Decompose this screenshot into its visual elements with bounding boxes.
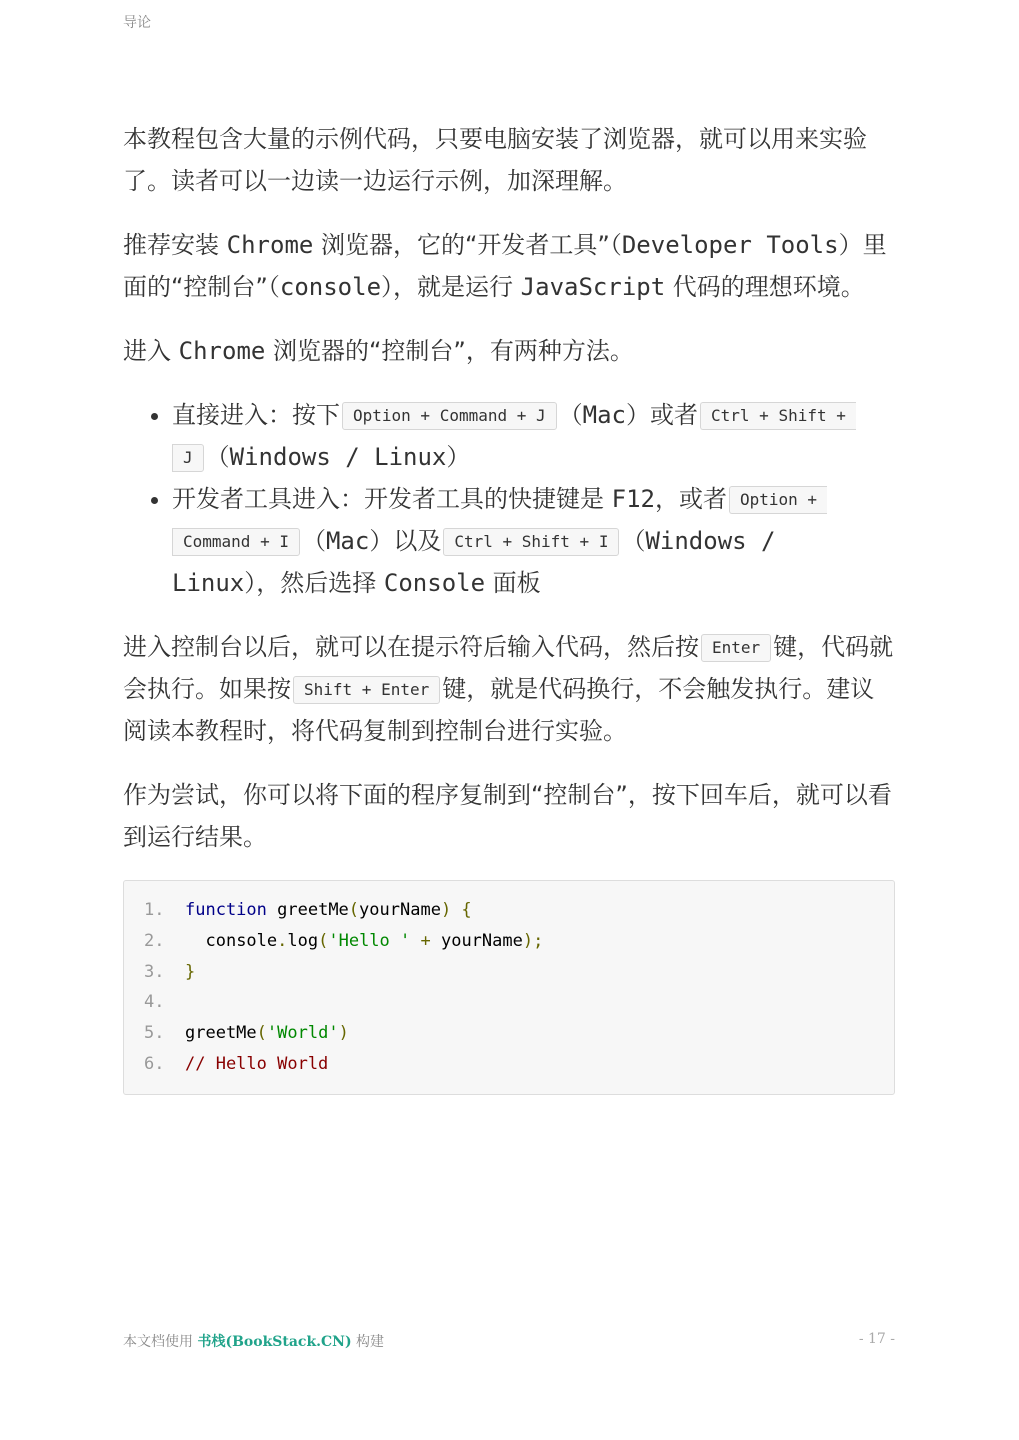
text: 进入 — [123, 337, 179, 365]
inline-code-console-panel: Console — [383, 569, 486, 597]
text: （ — [301, 527, 326, 555]
inline-code-windows-linux: Windows / Linux — [172, 527, 776, 597]
token-operator: + — [410, 930, 441, 951]
shortcut-option-command-i-cont: Command + I — [172, 528, 300, 556]
paragraph-two-methods — [123, 330, 895, 372]
text: 面板 — [485, 569, 541, 597]
text: ），然后选择 — [244, 569, 384, 597]
text: ） — [446, 443, 471, 471]
text: 直接进入：按下 — [172, 401, 340, 429]
text: 推荐安装 — [123, 231, 227, 259]
code-line-1 — [144, 895, 874, 926]
shortcut-ctrl-shift-j-cont: J — [172, 444, 204, 472]
token-variable: yourName — [440, 930, 523, 951]
text: ）以及 — [369, 527, 442, 555]
token-punctuation: ); — [522, 930, 544, 951]
token-parameter: yourName — [359, 900, 441, 920]
line-number: 1. — [144, 900, 165, 920]
token-comment: // Hello World — [185, 1053, 329, 1074]
inline-code-javascript: JavaScript — [520, 273, 666, 301]
code-line-3 — [144, 957, 874, 988]
shortcut-shift-enter: Shift + Enter — [293, 676, 440, 704]
line-number: 6. — [144, 1053, 165, 1074]
text: 开发者工具进入：开发者工具的快捷键是 — [172, 485, 612, 513]
paragraph-recommend-chrome — [123, 224, 895, 308]
code-block — [123, 880, 895, 1095]
text: ）里面的“控制台”（ — [123, 231, 887, 301]
list-item-direct — [172, 394, 895, 478]
inline-code-f12: F12 — [611, 485, 655, 513]
token-space — [267, 895, 277, 926]
article-body — [123, 118, 895, 1095]
code-line-4 — [144, 987, 874, 1018]
token-keyword: function — [185, 900, 267, 920]
token-punctuation: ( — [318, 930, 329, 951]
footer-prefix: 本文档使用 — [123, 1334, 198, 1350]
shortcut-option-command-i: Option + — [729, 486, 827, 514]
shortcut-enter: Enter — [701, 634, 771, 662]
paragraph-enter-console — [123, 626, 895, 752]
line-number: 2. — [144, 930, 165, 951]
list-item-devtools — [172, 478, 895, 604]
line-number: 5. — [144, 1023, 165, 1044]
inline-code-mac: Mac — [325, 527, 370, 555]
paragraph-try-it: 作为尝试，你可以将下面的程序复制到“控制台”，按下回车后，就可以看到运行结果。 — [123, 781, 892, 851]
token-string: 'Hello ' — [328, 930, 411, 951]
text: 浏览器的“控制台”，有两种方法。 — [265, 337, 634, 365]
text: 代码的理想环境。 — [665, 273, 865, 301]
token-string: 'World' — [266, 1023, 339, 1044]
paragraph-intro: 本教程包含大量的示例代码，只要电脑安装了浏览器，就可以用来实验了。读者可以一边读一边运行示例，加深理解。 — [123, 125, 867, 195]
text: ）或者 — [626, 401, 699, 429]
footer-credit — [123, 1331, 384, 1351]
text: （ — [558, 401, 583, 429]
token-object: console — [205, 930, 278, 951]
shortcut-ctrl-shift-i: Ctrl + Shift + I — [443, 528, 619, 556]
code-line-2 — [144, 926, 874, 957]
text: ，或者 — [655, 485, 727, 513]
token-punctuation: } — [185, 961, 196, 982]
inline-code-chrome: Chrome — [226, 231, 314, 259]
code-line-6 — [144, 1049, 874, 1080]
shortcut-ctrl-shift-j: Ctrl + Shift + — [700, 402, 856, 430]
token-function-call: greetMe — [185, 1023, 257, 1044]
inline-code-console: console — [279, 273, 382, 301]
token-punctuation: ) — [338, 1023, 349, 1044]
code-line-5 — [144, 1018, 874, 1049]
inline-code-developer-tools: Developer Tools — [621, 231, 839, 259]
token-punctuation: ( — [348, 900, 360, 920]
token-method: log — [287, 930, 319, 951]
line-number: 4. — [144, 992, 165, 1013]
inline-code-chrome: Chrome — [178, 337, 266, 365]
text: （ — [621, 527, 646, 555]
token-punctuation: ( — [256, 1023, 267, 1044]
footer-brand-link[interactable]: 书栈(BookStack.CN) — [197, 1334, 352, 1350]
footer-suffix: 构建 — [351, 1334, 385, 1350]
token-function-name: greetMe — [277, 900, 349, 920]
token-indent — [185, 926, 205, 957]
page-number: - 17 - — [858, 1331, 895, 1347]
text: 键，代码就会执行。如果按 — [123, 633, 894, 703]
text: 浏览器，它的“开发者工具”（ — [313, 231, 622, 259]
shortcut-option-command-j: Option + Command + J — [342, 402, 557, 430]
text: （ — [205, 443, 230, 471]
text: ），就是运行 — [381, 273, 521, 301]
methods-list — [123, 394, 895, 604]
line-number: 3. — [144, 961, 165, 982]
running-header: 导论 — [123, 15, 151, 31]
text: 进入控制台以后，就可以在提示符后输入代码，然后按 — [123, 633, 699, 661]
token-punctuation: . — [277, 930, 288, 951]
inline-code-mac: Mac — [582, 401, 627, 429]
inline-code-windows-linux: Windows / Linux — [229, 443, 447, 471]
token-punctuation: ) { — [440, 900, 472, 920]
text: 键，就是代码换行，不会触发执行。建议阅读本教程时，将代码复制到控制台进行实验。 — [123, 675, 875, 745]
